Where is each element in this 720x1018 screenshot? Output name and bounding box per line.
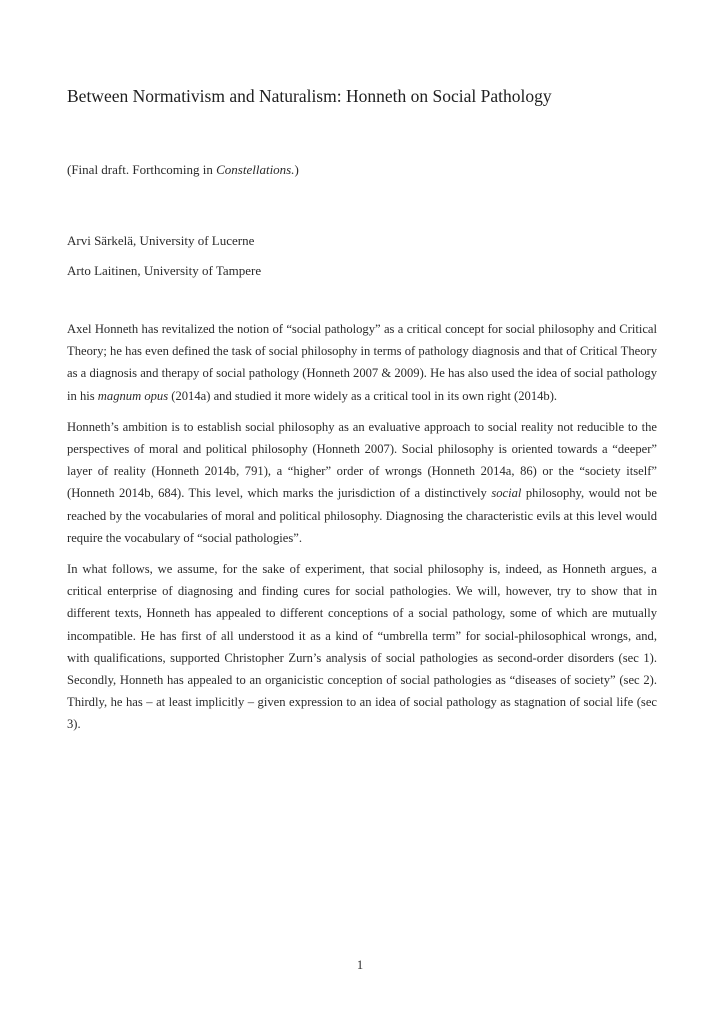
- journal-name: Constellations.: [216, 162, 295, 177]
- paragraph-2-emphasis: social: [491, 486, 522, 501]
- abstract-body: [67, 318, 657, 745]
- paragraph-1-text-a: Axel Honneth has revitalized the notion of “social pathology” as a critical concept for social philosophy and Critical Theory; he has even defined the task of social philosophy in terms of pathology diagnosis and that of Critical Theory as a diagnosis and therapy of social pathology (Honneth 2007 & 2009). He has also used the idea of social pathology in his: [67, 322, 657, 403]
- paper-title: Between Normativism and Naturalism: Honneth on Social Pathology: [67, 86, 552, 106]
- draft-note-prefix: (Final draft. Forthcoming in: [67, 162, 217, 177]
- draft-note: [67, 161, 299, 179]
- author-affiliation-1: Arvi Särkelä, University of Lucerne: [67, 233, 255, 248]
- paragraph-2-text-a: Honneth’s ambition is to establish social philosophy as an evaluative approach to social reality not reducible to the perspectives of moral and political philosophy (Honneth 2007). Social philosophy is oriented towards a “deeper” layer of reality (Honneth 2014b, 791), a “higher” order of wrongs (Honneth 2014a, 86) or the “society itself” (Honneth 2014b, 684). This level, which marks the jurisdiction of a distinctively: [67, 419, 657, 501]
- paragraph-2-text-b: philosophy, would not be reached by the vocabularies of moral and political philosophy. Diagnosing the characteristic evils at this level would require the vocabulary of “social pathologies”.: [67, 486, 657, 545]
- paragraph-2: [67, 416, 657, 549]
- paragraph-3: In what follows, we assume, for the sake of experiment, that social philosophy is, indeed, as Honneth argues, a critical enterprise of diagnosing and finding cures for social pathologies. We will, however, try to show that in different texts, Honneth has appealed to different conceptions of a social pathology, some of which are mutually incompatible. He has first of all understood it as a kind of “umbrella term” for social-philosophical wrongs, and, with qualifications, supported Christopher Zurn’s analysis of social pathologies as second-order disorders (sec 1). Secondly, Honneth has appealed to an organicistic conception of social pathologies as “diseases of society” (sec 2). Thirdly, he has – at least implicitly – given expression to an idea of social pathology as stagnation of social life (sec 3).: [67, 562, 657, 732]
- paragraph-1-text-b: (2014a) and studied it more widely as a critical tool in its own right (2014b).: [168, 388, 558, 403]
- paragraph-1-emphasis: magnum opus: [97, 388, 169, 403]
- paragraph-1: [67, 318, 657, 407]
- draft-note-suffix: ): [294, 162, 299, 177]
- author-affiliation-2: Arto Laitinen, University of Tampere: [67, 263, 262, 278]
- page-number: 1: [356, 958, 364, 972]
